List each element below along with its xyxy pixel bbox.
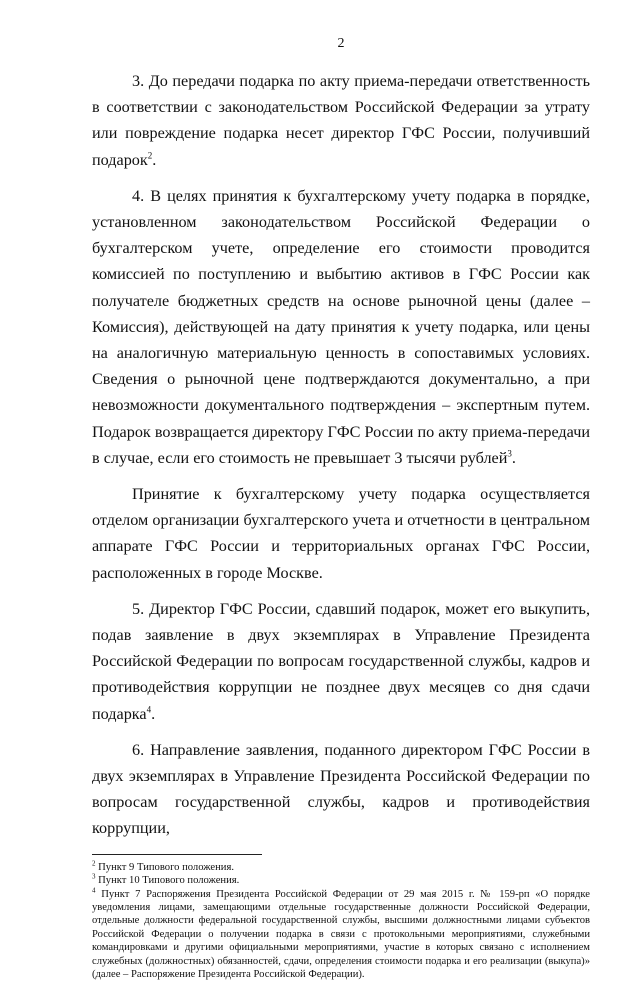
paragraph-text: 3. До передачи подарка по акту приема-передачи ответственность в соответствии с законодательством Российской Федерации за утрату или повреждение подарка несет директор ГФС России, получивший подарок	[92, 72, 590, 169]
paragraph-accounting	[92, 481, 590, 586]
footnote-text: Пункт 9 Типового положения.	[98, 862, 234, 873]
footnote-ref: 4	[147, 704, 152, 714]
paragraph-text: Принятие к бухгалтерскому учету подарка осуществляется отделом организации бухгалтерского учета и отчетности в центральном аппарате ГФС России и территориальных органах ГФС России, расположенных в городе Москве.	[92, 485, 590, 582]
paragraph-text: 4. В целях принятия к бухгалтерскому учету подарка в порядке, установленном законодательством Российской Федерации о бухгалтерском учете, определение его стоимости проводится комиссией по поступлению и выбытию активов в ГФС России как получателе бюджетных средств на основе рыночной цены (далее – Комиссия), действующей на дату принятия к учету подарка, или цены на аналогичную материальную ценность в сопоставимых условиях. Сведения о рыночной цене подтверждаются документально, а при невозможности документального подтверждения – экспертным путем. Подарок возвращается директору ГФС России по акту приема-передачи в случае, если его стоимость не превышает 3 тысячи рублей	[92, 187, 590, 467]
footnote-number: 3	[92, 873, 96, 881]
footnote-separator	[92, 854, 262, 855]
footnote-4	[92, 888, 590, 981]
footnotes	[92, 861, 590, 981]
page-number: 2	[92, 36, 590, 52]
footnote-ref: 2	[148, 150, 153, 160]
footnote-2	[92, 861, 590, 874]
footnote-ref: 3	[507, 448, 512, 458]
paragraph-tail: .	[152, 151, 156, 169]
paragraph-tail: .	[151, 705, 155, 723]
paragraph-6	[92, 737, 590, 842]
document-body	[92, 68, 590, 842]
paragraph-text: 5. Директор ГФС России, сдавший подарок, может его выкупить, подав заявление в двух экземплярах в Управление Президента Российской Федерации по вопросам государственной службы, кадров и противодействия коррупции не позднее двух месяцев со дня сдачи подарка	[92, 600, 590, 723]
footnote-number: 2	[92, 859, 96, 867]
paragraph-tail: .	[512, 449, 516, 467]
paragraph-text: 6. Направление заявления, поданного директором ГФС России в двух экземплярах в Управление Президента Российской Федерации по вопросам государственной службы, кадров и противодействия коррупции,	[92, 741, 590, 838]
footnote-text: Пункт 10 Типового положения.	[98, 875, 239, 886]
paragraph-3	[92, 68, 590, 173]
paragraph-4	[92, 183, 590, 471]
footnote-3	[92, 874, 590, 887]
footnote-text: Пункт 7 Распоряжения Президента Российской Федерации от 29 мая 2015 г. № 159-рп «О порядке уведомления лицами, замещающими отдельные государственные должности Российской Федерации, отдельные должности федеральной государственной службы, высшими должностными лицами субъектов Российской Федерации о получении подарка в связи с протокольными мероприятиями, служебными командировками и другими официальными мероприятиями, участие в которых связано с исполнением служебных (должностных) обязанностей, сдачи, определения стоимости подарка и его реализации (выкупа)» (далее – Распоряжение Президента Российской Федерации).	[92, 889, 590, 980]
paragraph-5	[92, 596, 590, 727]
footnote-number: 4	[92, 886, 96, 894]
